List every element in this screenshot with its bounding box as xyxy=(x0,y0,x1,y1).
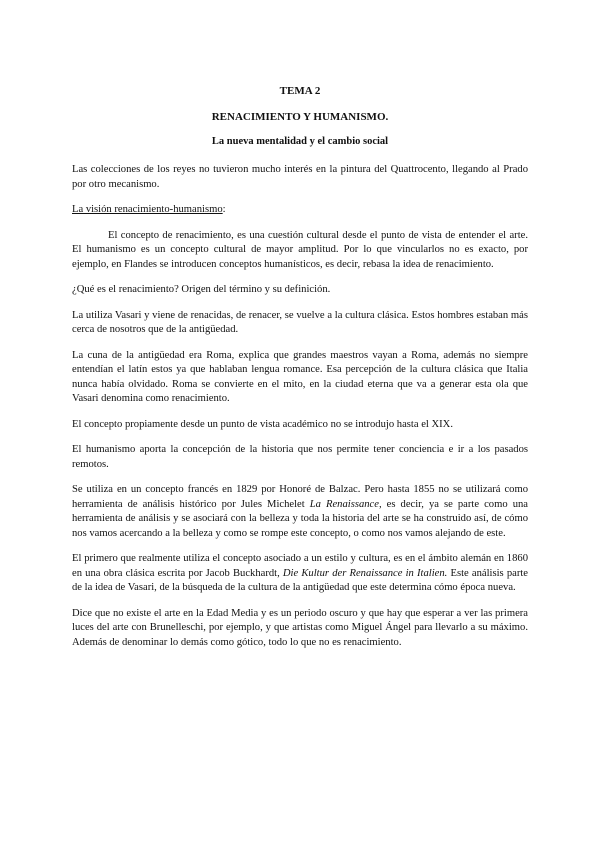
document-subtitle: La nueva mentalidad y el cambio social xyxy=(211,136,389,147)
section-heading-colon: : xyxy=(222,204,226,215)
tema-label: TEMA 2 xyxy=(279,85,321,97)
paragraph-7: El concepto propiamente desde un punto de vista académico no se introdujo hasta el XIX. xyxy=(72,418,453,430)
paragraph-9-text-a: Se utiliza en un concepto francés en 1829 por Honoré de Balzac. Pero hasta 1855 no se utilizará como herramienta de análisis histórico por Jules Michelet xyxy=(72,484,528,510)
paragraph-9-text-b: es decir, ya se parte como una herramienta de análisis y se asociará con la belleza y toda la historia del arte se ha construido así, de cómo nos vamos acercando a la belleza y como se rompe este concepto, o como nos vamos alejando de este. xyxy=(72,498,528,539)
paragraph-10 xyxy=(72,552,528,596)
section-heading-text: La visión renacimiento-humanismo xyxy=(72,204,223,215)
paragraph-10-book-title: Die Kultur der Renaissance in Italien. xyxy=(282,567,448,579)
paragraph-1: Las colecciones de los reyes no tuvieron mucho interés en la pintura del Quattrocento, llegando al Prado por otro mecanismo. xyxy=(72,164,528,190)
paragraph-8: El humanismo aporta la concepción de la historia que nos permite tener conciencia e ir a los pasados remotos. xyxy=(72,444,528,470)
paragraph-6: La cuna de la antigüedad era Roma, explica que grandes maestros vayan a Roma, además no siempre entendían el latín estos ya que hablaban lengua romance. Esa percepción de la cultura clásica que Italia nunca había olvidado. Roma se convierte en el mito, en la ciudad eterna que va a generar esta ola que Vasari denomina como renacimiento. xyxy=(72,349,528,404)
paragraph-3: El concepto de renacimiento, es una cuestión cultural desde el punto de vista de entender el arte. El humanismo es un concepto cultural de mayor amplitud. Por lo que vincularlos no es exacto, por ejemplo, en Flandes se introducen conceptos humanísticos, es decir, rebasa la idea de renacimiento. xyxy=(72,229,528,270)
paragraph-9 xyxy=(72,483,528,541)
paragraph-11: Dice que no existe el arte en la Edad Media y es un periodo oscuro y que hay que esperar a ver las primera luces del arte con Brunelleschi, por ejemplo, y que artistas como Miguel Ángel para llevarlo a su máximo. Además de denominar lo demás como gótico, todo lo que no es renacimiento. xyxy=(72,607,528,648)
paragraph-10-text-b: Este análisis parte de la idea de Vasari, de la búsqueda de la cultura de la antigüedad que este determina cómo época nueva. xyxy=(72,567,528,593)
paragraph-5: La utiliza Vasari y viene de renacidas, de renacer, se vuelve a la cultura clásica. Estos hombres estaban más cerca de nosotros que de la antigüedad. xyxy=(72,309,528,335)
section-heading xyxy=(72,203,528,218)
paragraph-4: ¿Qué es el renacimiento? Origen del término y su definición. xyxy=(72,284,331,295)
document-title: RENACIMIENTO Y HUMANISMO. xyxy=(211,111,389,123)
paragraph-10-text-a: El primero que realmente utiliza el concepto asociado a un estilo y cultura, es en el ámbito alemán en 1860 en una obra clásica escrita por Jacob Buckhardt, xyxy=(72,553,528,579)
document-body xyxy=(72,163,528,661)
paragraph-9-book-title: La Renaissance, xyxy=(309,498,382,510)
